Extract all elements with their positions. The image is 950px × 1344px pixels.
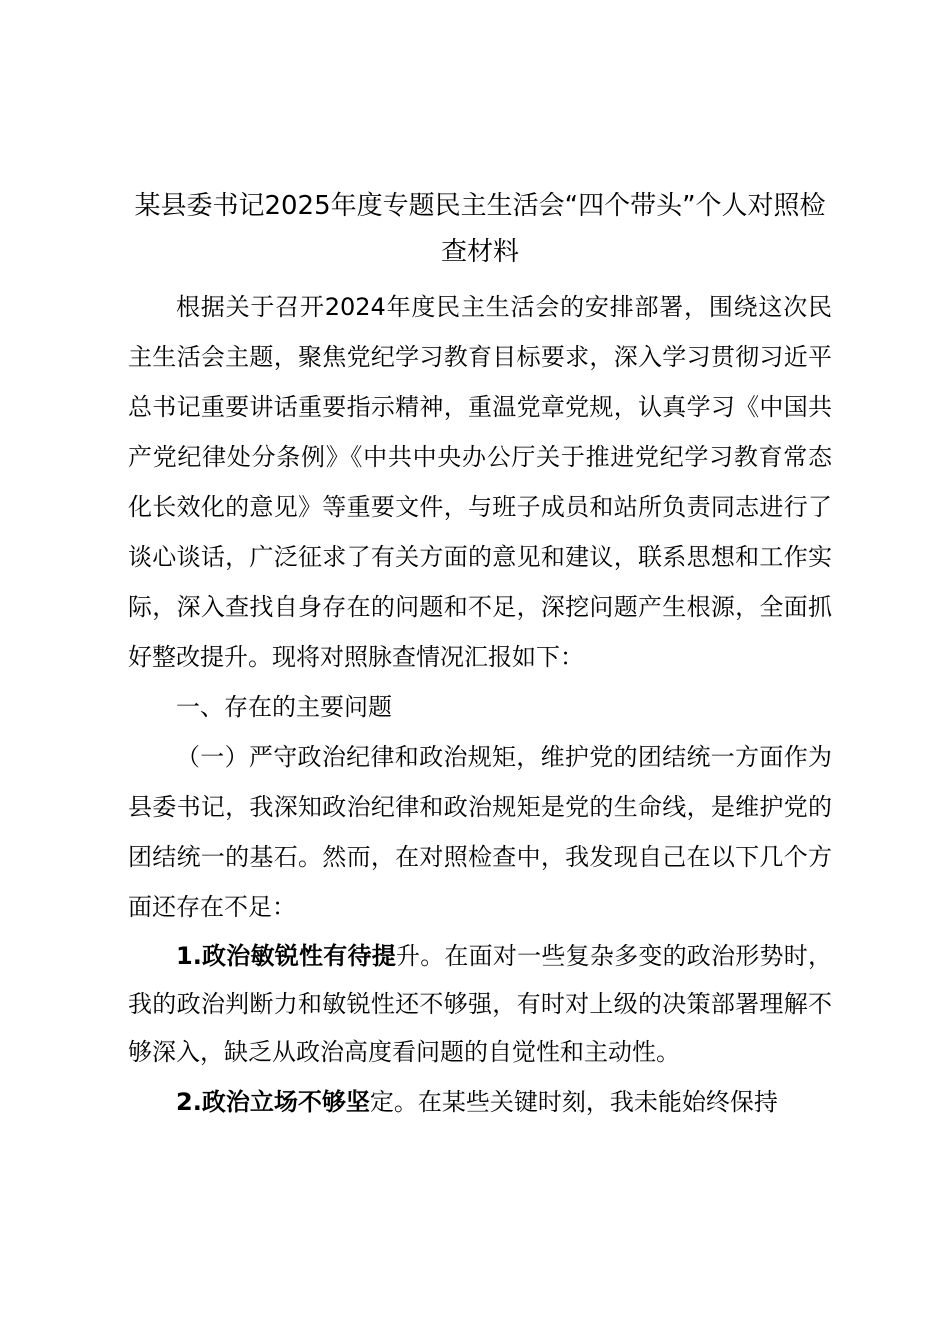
point-paragraph-1 <box>128 932 832 1076</box>
point-2-text: 定。在某些关键时刻，我未能始终保持 <box>369 1088 778 1116</box>
document-title: 某县委书记2025年度专题民主生活会“四个带头”个人对照检查材料 <box>134 191 826 267</box>
subsection-paragraph: （一）严守政治纪律和政治规矩，维护党的团结统一方面作为县委书记，我深知政治纪律和政治规矩是党的生命线，是维护党的团结统一的基石。然而，在对照检查中，我发现自己在以下几个方面还存在不足： <box>128 743 832 921</box>
point-2-heading: 2.政治立场不够坚 <box>176 1088 370 1116</box>
point-1-heading: 1.政治敏锐性有待提 <box>176 942 396 970</box>
point-paragraph-2 <box>128 1078 832 1126</box>
document-body <box>128 282 832 1126</box>
intro-paragraph: 根据关于召开2024年度民主生活会的安排部署，围绕这次民主生活会主题，聚焦党纪学习教育目标要求，深入学习贯彻习近平总书记重要讲话重要指示精神，重温党章党规，认真学习《中国共产党纪律处分条例》《中共中央办公厅关于推进党纪学习教育常态化长效化的意见》等重要文件，与班子成员和站所负责同志进行了谈心谈话，广泛征求了有关方面的意见和建议，联系思想和工作实际，深入查找自身存在的问题和不足，深挖问题产生根源，全面抓好整改提升。现将对照脉查情况汇报如下： <box>128 293 832 671</box>
point-1-text: 升。在面对一些复杂多变的政治形势时，我的政治判断力和敏锐性还不够强，有时对上级的决策部署理解不够深入，缺乏从政治高度看问题的自觉性和主动性。 <box>128 942 832 1066</box>
section-heading: 一、存在的主要问题 <box>176 693 392 721</box>
